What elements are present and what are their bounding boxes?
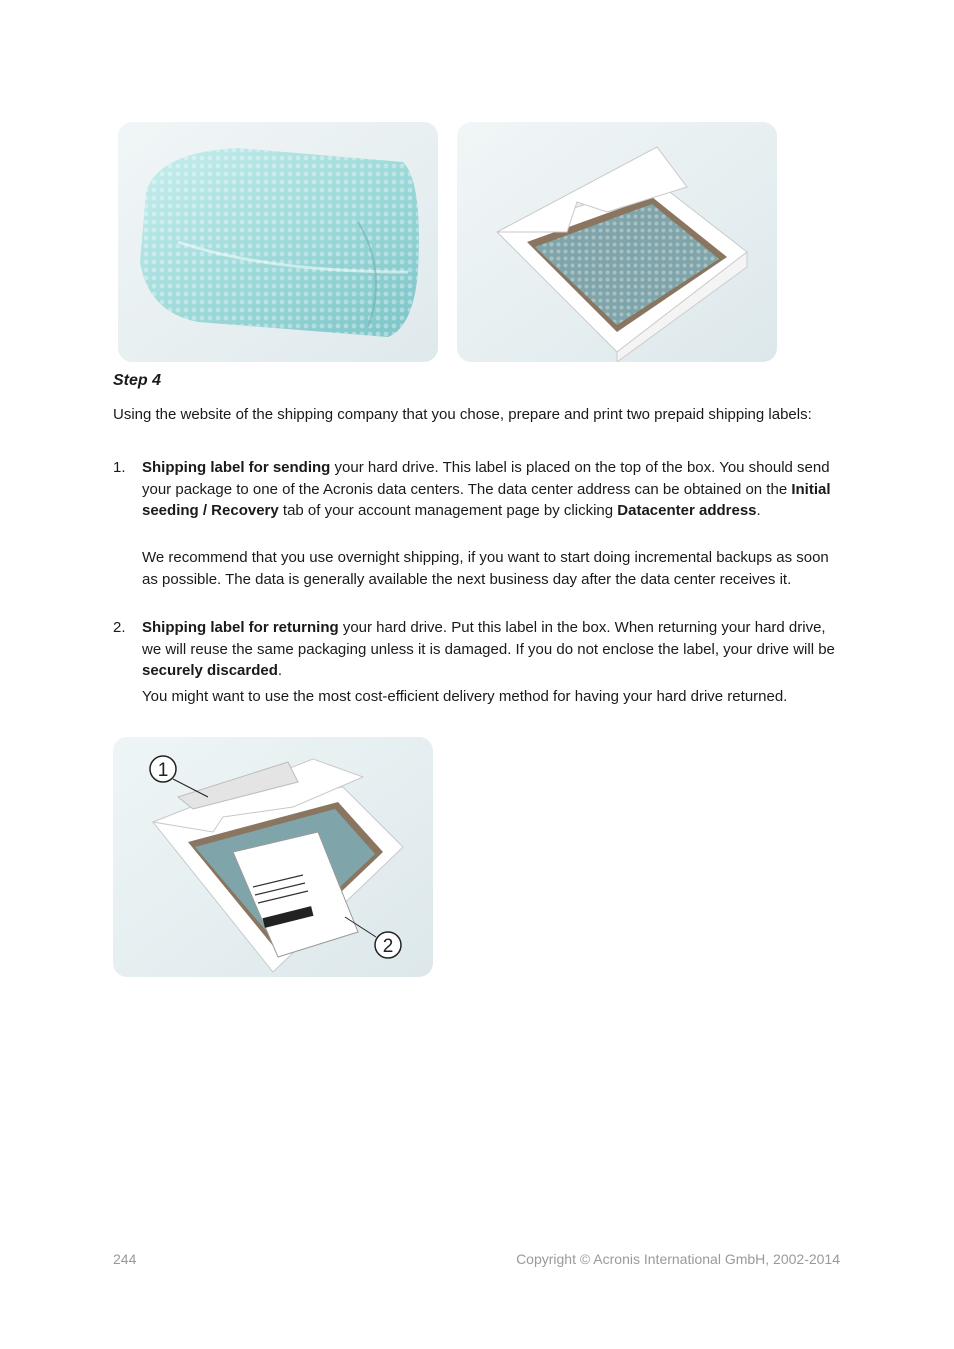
bubble-wrapped-drive-photo [118,122,438,362]
bold-returning-label: Shipping label for returning [142,619,339,636]
list-number-2: 2. [113,619,126,636]
list-item-1-note: We recommend that you use overnight shipping, if you want to start doing incremental backups as soon as possible. The data is generally available the next business day after the data center receives it. [142,549,829,588]
step-title: Step 4 [113,372,162,389]
item-2-text-b: . [277,662,283,679]
open-box-illustration [457,122,777,362]
item-1-text-b: tab of your account management page by clicking [278,502,618,519]
item-2-text-a: your hard drive. Put this label in the box. When returning your hard drive, we will reuse the same packaging unless it is damaged. If you do not enclose the label, your drive will be [142,619,835,658]
page-number: 244 [113,1251,137,1267]
list-item-returning-label [142,617,842,682]
bold-initial-seeding-tab: Initial seeding / Recovery [142,480,831,519]
list-item-2-note: You might want to use the most cost-efficient delivery method for having your hard drive returned. [142,688,788,705]
labels-illustration [113,737,433,977]
copyright-notice: Copyright © Acronis International GmbH, 2002-2014 [516,1251,840,1267]
box-with-labels-photo [113,737,433,977]
item-1-text-a: your hard drive. This label is placed on the top of the box. You should send your package to one of the Acronis data centers. The data center address can be obtained on the [142,459,830,498]
drive-in-box-photo [457,122,777,362]
callout-2-label: 2 [382,936,394,957]
bold-sending-label: Shipping label for sending [142,459,331,476]
item-1-text-c: . [756,502,761,519]
intro-paragraph: Using the website of the shipping company that you chose, prepare and print two prepaid shipping labels: [113,406,812,423]
list-number-1: 1. [113,459,126,476]
bold-securely-discarded: securely discarded [142,662,278,679]
bubble-wrap-illustration [118,122,438,362]
bold-datacenter-address: Datacenter address [617,502,757,519]
list-item-sending-label [142,457,842,522]
callout-1-label: 1 [157,760,169,781]
